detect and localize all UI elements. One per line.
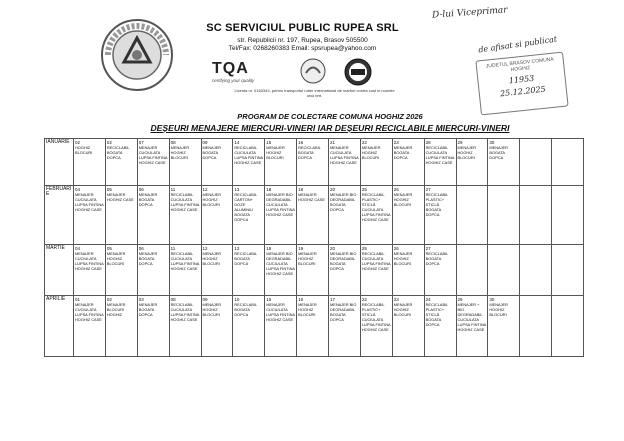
cell-day: 09 — [202, 140, 208, 145]
cell-route: MENAJER CUCIULATA LUPSA FINTINA HOGHIZ CASE — [266, 302, 295, 322]
schedule-cell — [297, 186, 329, 245]
cell-route: MENAJER HOGHIZ BLOCURI — [202, 251, 222, 266]
cell-day: 13 — [234, 246, 240, 251]
cell-route: RECICLABIL BOGATA DOPCA — [298, 145, 321, 160]
schedule-cell — [552, 139, 584, 186]
handwritten-addressee: D-lui Viceprimar — [431, 5, 508, 21]
cell-day: 24 — [425, 297, 431, 302]
schedule-cell — [265, 245, 297, 296]
cell-route: MENAJER BOGATA DOPCA — [138, 302, 158, 317]
schedule-cell — [552, 186, 584, 245]
tqa-logo — [212, 60, 282, 83]
schedule-cell — [456, 139, 488, 186]
cell-day: 29 — [457, 297, 463, 302]
cell-route: MENAJER BIO DEGRADABIL BOGATA DOPCA — [330, 302, 357, 322]
cell-route: RECICLABIL CUCIULATA LUPSA FINTINA HOGHIZ CASE — [170, 251, 200, 271]
schedule-cell — [74, 186, 106, 245]
schedule-cell — [329, 139, 361, 186]
cell-day: 15 — [266, 140, 272, 145]
schedule-cell — [329, 186, 361, 245]
cell-day: 03 — [138, 297, 144, 302]
schedule-cell — [233, 245, 265, 296]
schedule-cell — [233, 296, 265, 357]
cell-route: MENAJER HOGHIZ BLOCURI — [457, 145, 477, 160]
cell-route: RECICLABIL PLASTIC+ STICLĂ CUCIULATA LUPSA FINTINA HOGHIZ CASE — [361, 302, 391, 332]
schedule-cell — [424, 139, 456, 186]
company-address: str. Republicii nr. 197, Rupea, Brasov 505500 — [237, 37, 368, 44]
schedule-cell — [137, 245, 169, 296]
schedule-cell — [424, 186, 456, 245]
schedule-cell — [265, 139, 297, 186]
cell-route: MENAJER BIO DEGRADABIL BOGATA DOPCA — [330, 192, 357, 212]
schedule-cell — [488, 186, 520, 245]
cell-route: RECICLABIL BOGATA DOPCA — [106, 145, 130, 160]
cell-day: 17 — [330, 297, 336, 302]
schedule-cell — [360, 186, 392, 245]
schedule-cell — [297, 296, 329, 357]
company-name: SC SERVICIUL PUBLIC RUPEA SRL — [206, 22, 399, 34]
cell-route: RECICLABIL CUCIULATA LUPSA FINTINA HOGHIZ CASE — [234, 145, 263, 165]
schedule-cell — [552, 296, 584, 357]
schedule-cell — [169, 296, 201, 357]
schedule-cell — [488, 139, 520, 186]
cell-day: 16 — [298, 297, 304, 302]
cell-route: MENAJER HOGHIZ BLOCURI — [393, 192, 413, 207]
schedule-cell — [201, 245, 233, 296]
cell-route: MENAJER HOGHIZ BLOCURI — [298, 251, 317, 266]
cell-day: 13 — [234, 187, 240, 192]
cell-route: RECICLABIL BOGATA DOPCA — [425, 251, 449, 266]
cell-day: 05 — [106, 187, 112, 192]
month-name: FEBRUARIE — [45, 186, 74, 245]
schedule-cell — [105, 296, 137, 357]
cell-day: 19 — [298, 246, 304, 251]
tqa-text: TQA — [212, 60, 249, 77]
cell-route: RECICLABIL CUCIULATA LUPSA FINTINA HOGHIZ CASE — [425, 145, 455, 165]
cell-route: MENAJER BOGATA DOPCA — [489, 145, 508, 160]
cell-route: MENAJER HOGHIZ BLOCURI — [266, 145, 285, 160]
company-logo — [100, 18, 174, 92]
schedule-cell — [360, 296, 392, 357]
schedule-cell — [137, 296, 169, 357]
cell-day: 27 — [425, 246, 431, 251]
cell-day: 23 — [393, 140, 399, 145]
schedule-cell — [488, 296, 520, 357]
month-row — [45, 296, 584, 357]
schedule-cell — [105, 186, 137, 245]
cell-day: 04 — [75, 187, 81, 192]
cell-day: 09 — [202, 297, 208, 302]
schedule-cell — [201, 139, 233, 186]
schedule-cell — [201, 186, 233, 245]
cell-day: 20 — [330, 246, 336, 251]
schedule-cell — [74, 139, 106, 186]
cell-day: 25 — [361, 246, 367, 251]
cell-route: MENAJER HOGHIZ BLOCURI — [361, 145, 381, 160]
schedule-cell — [74, 296, 106, 357]
cell-day: 06 — [138, 246, 144, 251]
cell-route: MENAJER BIO DEGRADABIL CUCIULATA LUPSA FINTINA HOGHIZ CASE — [266, 192, 295, 217]
cell-route: MENAJER BOGATA DOPCA — [393, 145, 413, 160]
month-name: MARTIE — [45, 245, 74, 296]
cell-day: 22 — [361, 140, 367, 145]
cell-day: 14 — [234, 140, 240, 145]
stamp-title: JUDETUL BRASOV COMUNA HOGHIZ — [485, 56, 555, 74]
schedule-cell — [360, 139, 392, 186]
cell-day: 08 — [170, 297, 176, 302]
schedule-cell — [74, 245, 106, 296]
schedule-cell — [520, 245, 552, 296]
cell-day: 26 — [393, 246, 399, 251]
schedule-cell — [456, 245, 488, 296]
cell-day: 25 — [361, 187, 367, 192]
cell-route: MENAJER CUCIULATA LUPSA FINTINA HOGHIZ CASE — [75, 251, 104, 271]
schedule-cell — [392, 139, 424, 186]
cell-route: MENAJER BIO DEGRADABIL CUCIULATA LUPSA FINTINA HOGHIZ CASE — [266, 251, 295, 276]
schedule-cell — [360, 245, 392, 296]
cell-day: 05 — [106, 246, 112, 251]
cell-route: MENAJER BLOCURI HOGHIZ — [106, 302, 126, 317]
cell-route: RECICLABIL PLASTIC+ STICLĂ CUCIULATA LUPSA FINTINA HOGHIZ CASE — [361, 192, 391, 222]
cell-route: MENAJER HOGHIZ BLOCURI — [170, 145, 190, 160]
schedule-cell — [105, 139, 137, 186]
schedule-cell — [137, 186, 169, 245]
cell-day: 19 — [298, 187, 304, 192]
cell-route: MENAJER + BIO DEGRADABIL CUCIULATA LUPSA FINTINA HOGHIZ CASE — [457, 302, 487, 332]
cell-route: HOGHIZ BLOCURI — [75, 145, 93, 155]
schedule-cell — [233, 186, 265, 245]
cell-day: 01 — [75, 297, 81, 302]
schedule-cell — [456, 296, 488, 357]
cell-day: 30 — [489, 140, 495, 145]
schedule-cell — [297, 139, 329, 186]
schedule-cell — [169, 139, 201, 186]
cell-route: RECICLABIL BOGATA DOPCA — [234, 251, 257, 266]
cell-route: MENAJER BOGATA DOPCA — [138, 192, 158, 207]
cell-route: MENAJER CUCIULATA LUPSA FINTINA HOGHIZ CASE — [330, 145, 359, 165]
cell-route: RECICLABIL PLASTIC+ STICLĂ BOGATA DOPCA — [425, 192, 449, 217]
cell-day: 18 — [266, 246, 272, 251]
program-subtitle-text: DEȘEURI MENAJERE MIERCURI-VINERI IAR DEȘEURI RECICLABILE MIERCURI-VINERI — [150, 123, 510, 133]
cell-day: 10 — [234, 297, 240, 302]
cell-route: RECICLABIL BOGATA DOPCA — [234, 302, 257, 317]
company-contact: Tel/Fax: 0268260383 Email: spsrupea@yahoo.com — [228, 45, 377, 52]
schedule-cell — [169, 245, 201, 296]
cell-day: 20 — [330, 187, 336, 192]
cell-day: 16 — [298, 140, 304, 145]
cell-day: 29 — [457, 140, 463, 145]
collection-schedule-table — [44, 138, 584, 357]
cell-day: 02 — [106, 297, 112, 302]
cell-route: MENAJER HOGHIZ CASE — [298, 192, 325, 202]
cell-route: MENAJER CUCIULATA LUPSA FINTINA HOGHIZ CASE — [138, 145, 168, 165]
licence-text: Licenta nr. 0160343, pentru transportul rutier international de marfuri contra cost in numele unui tert. — [234, 88, 395, 98]
cell-route: MENAJER CUCIULATA LUPSA FINTINA HOGHIZ CASE — [75, 192, 104, 212]
schedule-cell — [265, 296, 297, 357]
cell-day: 28 — [425, 140, 431, 145]
seal-green-line — [300, 58, 326, 84]
schedule-cell — [552, 245, 584, 296]
schedule-cell — [424, 245, 456, 296]
cell-day: 08 — [170, 140, 176, 145]
month-name: IANUARIE — [45, 139, 74, 186]
cell-day: 30 — [489, 297, 495, 302]
schedule-cell — [233, 139, 265, 186]
cell-route: MENAJER HOGHIZ BLOCURI — [393, 302, 413, 317]
cell-day: 23 — [393, 297, 399, 302]
cell-route: MENAJER HOGHIZ BLOCURI — [202, 302, 222, 317]
schedule-cell — [201, 296, 233, 357]
cell-route: MENAJER BOGATA DOPCA — [202, 145, 222, 160]
cell-route: MENAJER BIO DEGRADABIL BOGATA DOPCA — [330, 251, 357, 271]
registration-stamp — [475, 52, 568, 116]
schedule-cell — [297, 245, 329, 296]
program-title: PROGRAM DE COLECTARE COMUNA HOGHIZ 2026 — [237, 112, 423, 121]
company-block — [200, 22, 405, 52]
schedule-cell — [424, 296, 456, 357]
cell-route: MENAJER HOGHIZ BLOCURI — [489, 302, 508, 317]
cell-day: 12 — [202, 187, 208, 192]
cell-route: MENAJER HOGHIZ BLOCURI — [202, 192, 222, 207]
cell-day: 15 — [266, 297, 272, 302]
cell-day: 04 — [75, 246, 81, 251]
schedule-cell — [392, 245, 424, 296]
program-subtitle — [60, 123, 600, 133]
month-row — [45, 186, 584, 245]
month-row — [45, 245, 584, 296]
month-row — [45, 139, 584, 186]
document-titles — [60, 112, 600, 133]
cell-route: RECICLABIL CUCIULATA LUPSA FINTINA HOGHIZ CASE — [361, 251, 391, 271]
schedule-cell — [456, 186, 488, 245]
schedule-cell — [265, 186, 297, 245]
cell-day: 02 — [106, 140, 112, 145]
cell-route: MENAJER HOGHIZ BLOCURI — [393, 251, 413, 266]
schedule-cell — [520, 296, 552, 357]
cell-day: 11 — [170, 246, 176, 251]
cell-route: RECICLABIL CUCIULATA LUPSA FINTINA HOGHIZ CASE — [170, 302, 200, 322]
stamp-number: 11953 — [508, 73, 535, 86]
cell-route: MENAJER HOGHIZ BLOCURI — [298, 302, 317, 317]
tqa-tagline: certifying your quality — [212, 78, 255, 83]
cell-route: MENAJER CUCIULATA LUPSA FINTINA HOGHIZ CASE — [75, 302, 104, 322]
schedule-cell — [392, 186, 424, 245]
schedule-cell — [329, 296, 361, 357]
cell-day: 18 — [266, 187, 272, 192]
schedule-cell — [520, 139, 552, 186]
schedule-cell — [137, 139, 169, 186]
cell-day: 22 — [361, 297, 367, 302]
cell-route: MENAJER HOGHIZ BLOCURI — [106, 251, 126, 266]
cell-day: 12 — [202, 246, 208, 251]
cell-day: 11 — [170, 187, 176, 192]
cell-day: 21 — [330, 140, 336, 145]
schedule-cell — [520, 186, 552, 245]
cell-day: 06 — [138, 187, 144, 192]
schedule-cell — [105, 245, 137, 296]
cell-day: 07 — [138, 140, 144, 145]
stamp-date: 25.12.2025 — [499, 84, 547, 99]
cell-route: MENAJER BOGATA DOPCA — [138, 251, 158, 266]
cell-day: 02 — [75, 140, 81, 145]
cell-route: RECICLABIL PLASTIC+ STICLĂ BOGATA DOPCA — [425, 302, 449, 327]
cell-day: 26 — [393, 187, 399, 192]
schedule-cell — [329, 245, 361, 296]
month-name: APRILIE — [45, 296, 74, 357]
cell-day: 27 — [425, 187, 431, 192]
schedule-cell — [488, 245, 520, 296]
schedule-cell — [392, 296, 424, 357]
seal-iso — [344, 58, 372, 86]
cell-route: MENAJER HOGHIZ CASE — [106, 192, 134, 202]
handwritten-note: de afisat si publicat — [477, 34, 558, 55]
schedule-cell — [169, 186, 201, 245]
cell-route: RECICLABIL CARTON+ DOZE ALUMINIU BOGATA DOPCA — [234, 192, 257, 222]
cell-route: RECICLABIL CUCIULATA LUPSA FINTINA HOGHIZ CASE — [170, 192, 200, 212]
